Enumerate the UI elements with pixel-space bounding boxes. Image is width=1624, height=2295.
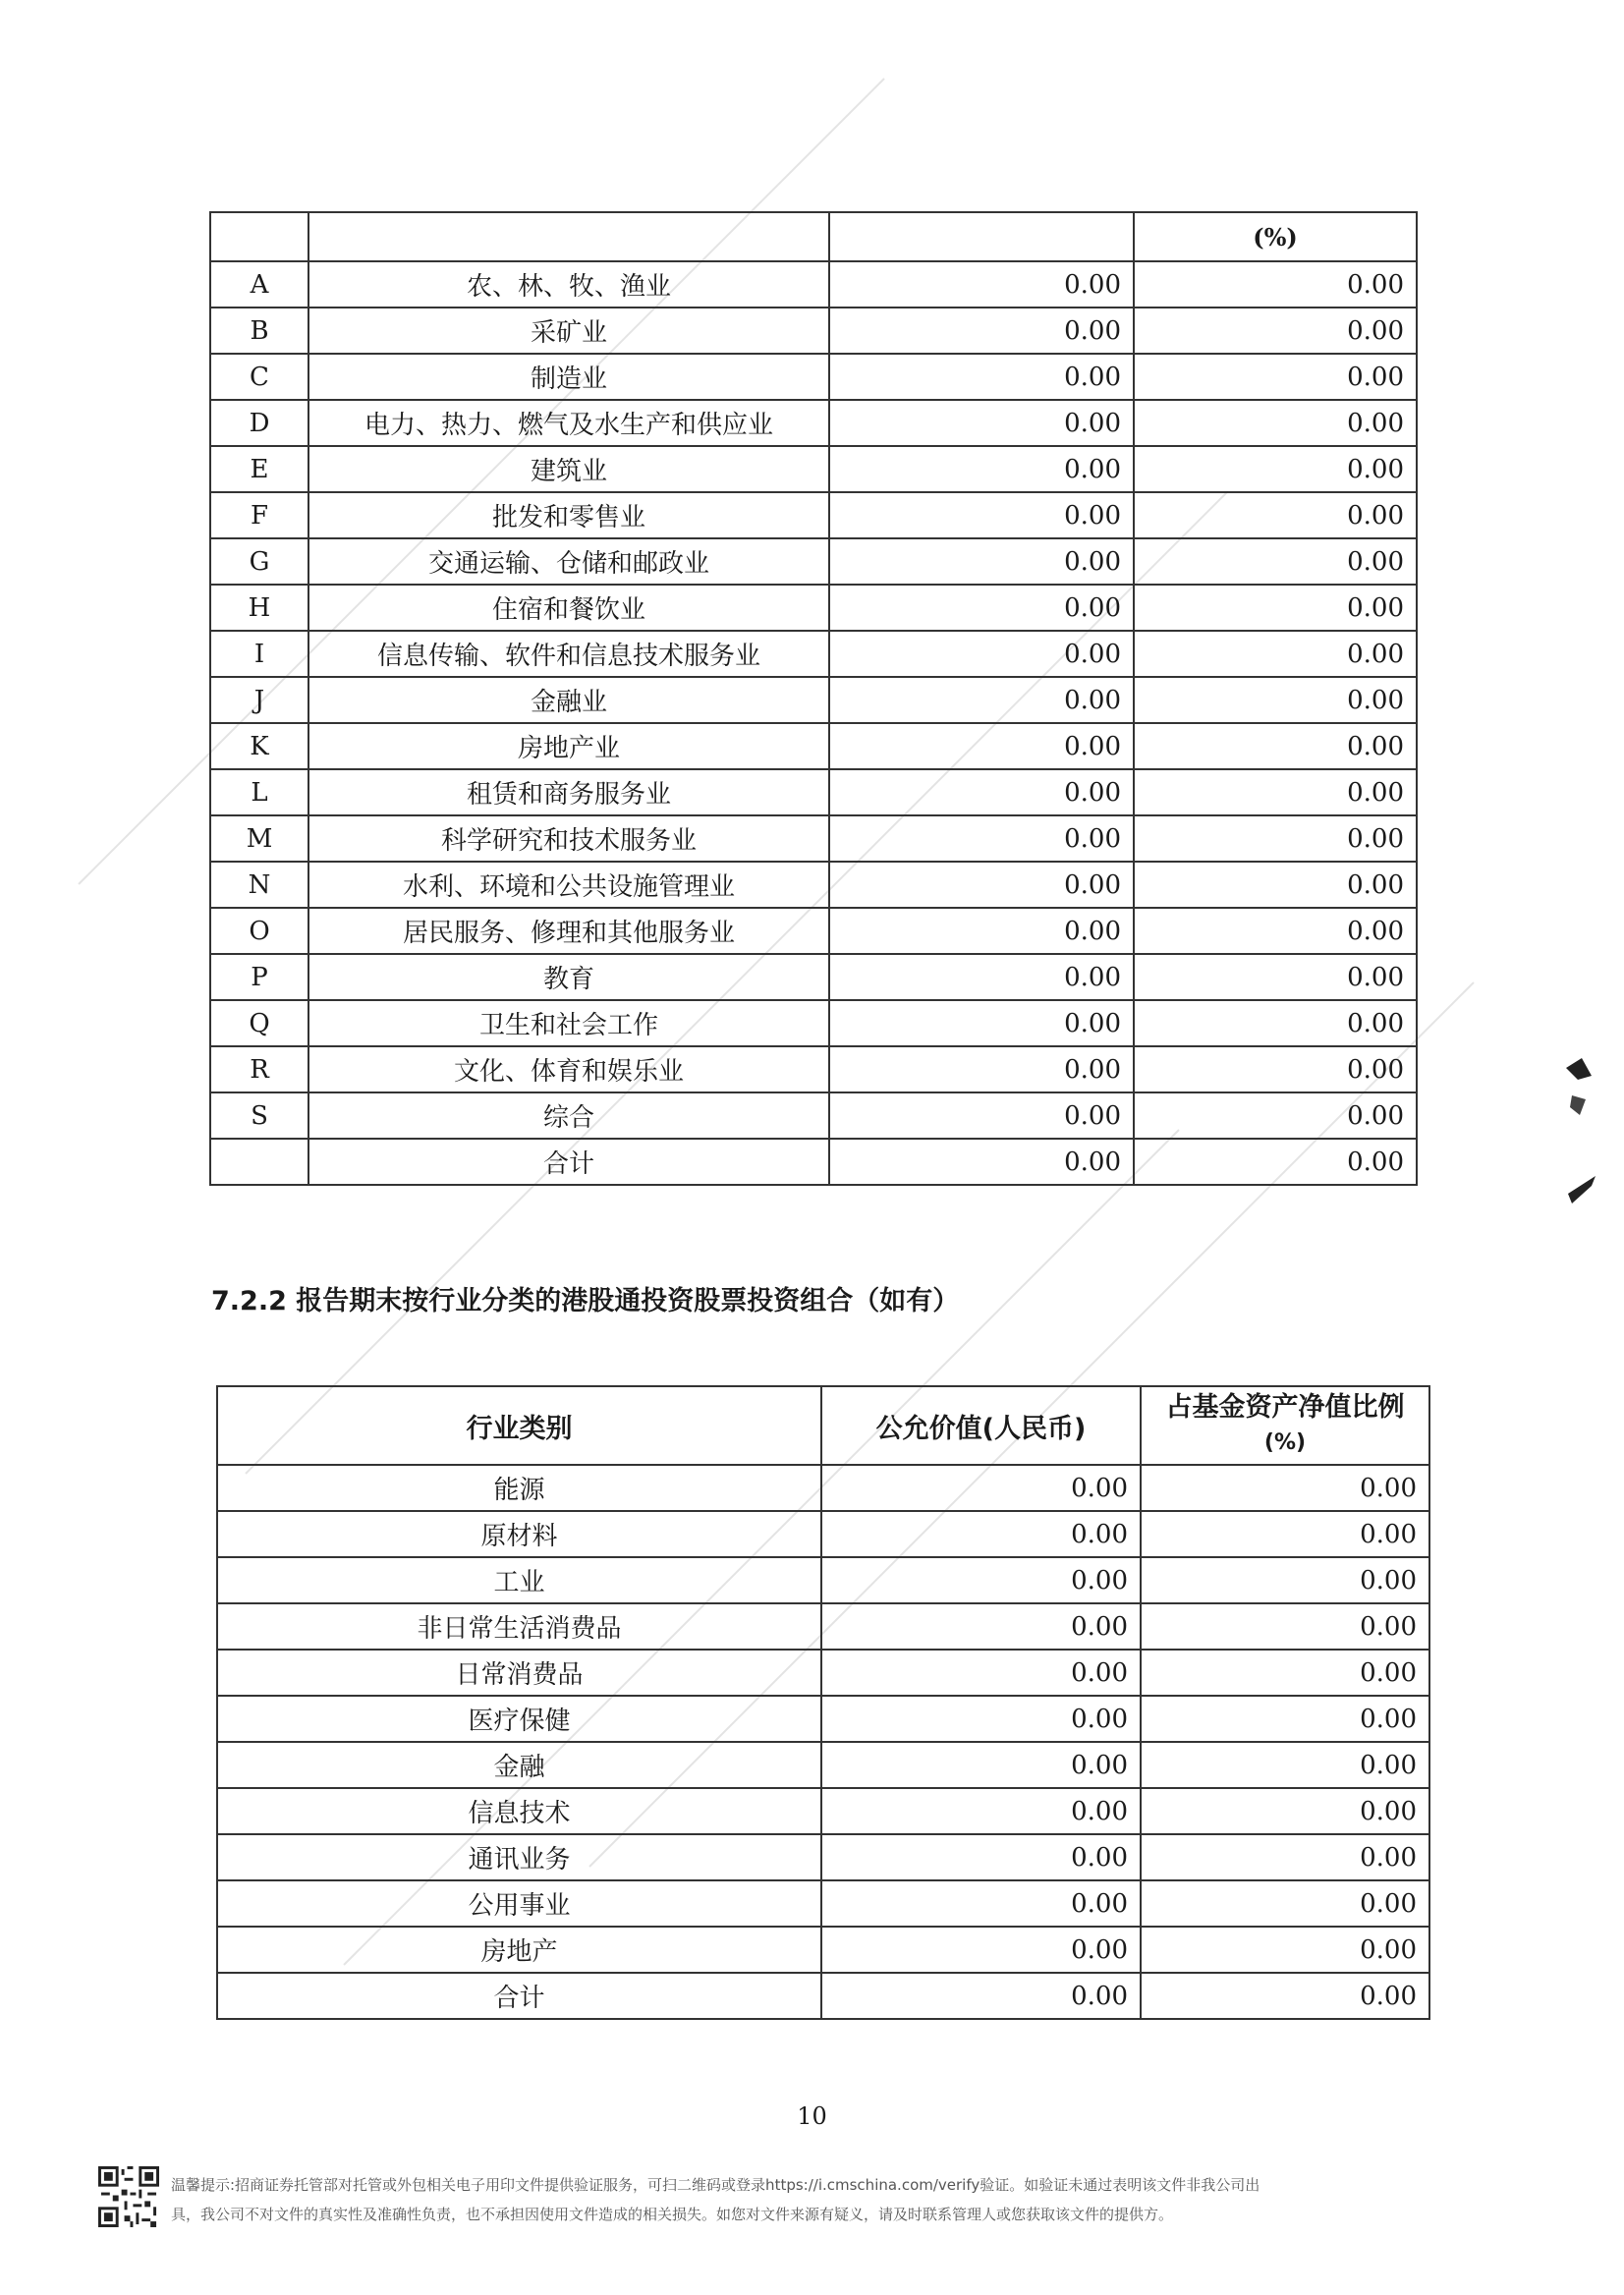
fair-value-cell: 0.00 <box>829 354 1134 400</box>
ratio-cell: 0.00 <box>1134 261 1417 308</box>
ratio-cell: 0.00 <box>1134 631 1417 677</box>
table-row <box>210 862 1417 908</box>
industry-name-cell: 批发和零售业 <box>308 492 829 538</box>
fair-value-cell: 0.00 <box>829 585 1134 631</box>
industry-name-cell: 农、林、牧、渔业 <box>308 261 829 308</box>
ratio-cell: 0.00 <box>1141 1511 1429 1557</box>
table-row <box>210 815 1417 862</box>
table-row <box>210 492 1417 538</box>
ratio-cell: 0.00 <box>1134 1092 1417 1139</box>
header-cell-code <box>210 212 308 261</box>
industry-name-cell: 文化、体育和娱乐业 <box>308 1046 829 1092</box>
industry-name-cell: 金融 <box>217 1742 821 1788</box>
industry-name-cell: 住宿和餐饮业 <box>308 585 829 631</box>
table-row <box>217 1557 1429 1603</box>
footer-line-1: 温馨提示:招商证券托管部对托管或外包相关电子用印文件提供验证服务，可扫二维码或登录https://i.cmschina.com/verify验证。如验证未通过表明该文件非我公司出 <box>171 2176 1260 2194</box>
industry-code-cell: C <box>210 354 308 400</box>
header-cell-fair-value <box>829 212 1134 261</box>
ratio-cell: 0.00 <box>1134 1046 1417 1092</box>
footer-text <box>171 2170 1487 2229</box>
table-row <box>217 1603 1429 1650</box>
industry-name-cell: 房地产 <box>217 1927 821 1973</box>
industry-name-cell: 公用事业 <box>217 1880 821 1927</box>
scan-artifact-marks <box>1562 1056 1601 1213</box>
total-label: 合计 <box>308 1139 829 1185</box>
industry-code-cell: S <box>210 1092 308 1139</box>
fair-value-cell: 0.00 <box>829 631 1134 677</box>
table-row <box>210 354 1417 400</box>
header-fair-value: 公允价值(人民币) <box>821 1386 1141 1465</box>
industry-name-cell: 日常消费品 <box>217 1650 821 1696</box>
table-row <box>210 400 1417 446</box>
fair-value-cell: 0.00 <box>829 723 1134 769</box>
industry-code-cell: A <box>210 261 308 308</box>
table-row <box>210 769 1417 815</box>
industry-name-cell: 综合 <box>308 1092 829 1139</box>
table-row <box>217 1788 1429 1834</box>
industry-code-cell: B <box>210 308 308 354</box>
header-nav-ratio <box>1141 1386 1429 1465</box>
fair-value-cell: 0.00 <box>829 308 1134 354</box>
industry-name-cell: 通讯业务 <box>217 1834 821 1880</box>
table-row <box>210 538 1417 585</box>
ratio-cell: 0.00 <box>1134 446 1417 492</box>
table-row <box>210 308 1417 354</box>
ratio-cell: 0.00 <box>1134 308 1417 354</box>
industry-name-cell: 居民服务、修理和其他服务业 <box>308 908 829 954</box>
industry-name-cell: 制造业 <box>308 354 829 400</box>
table-row <box>217 1696 1429 1742</box>
table-header-row <box>210 212 1417 261</box>
table-total-row <box>210 1139 1417 1185</box>
fair-value-cell: 0.00 <box>829 538 1134 585</box>
industry-name-cell: 科学研究和技术服务业 <box>308 815 829 862</box>
table-row <box>210 1000 1417 1046</box>
fair-value-cell: 0.00 <box>829 400 1134 446</box>
industry-name-cell: 租赁和商务服务业 <box>308 769 829 815</box>
total-ratio: 0.00 <box>1134 1139 1417 1185</box>
section-title: 7.2.2 报告期末按行业分类的港股通投资股票投资组合（如有） <box>211 1286 960 1316</box>
industry-name-cell: 信息传输、软件和信息技术服务业 <box>308 631 829 677</box>
table-header-row <box>217 1386 1429 1465</box>
ratio-cell: 0.00 <box>1134 723 1417 769</box>
table-row <box>217 1927 1429 1973</box>
qr-code-icon[interactable] <box>98 2166 159 2227</box>
fair-value-cell: 0.00 <box>821 1788 1141 1834</box>
ratio-cell: 0.00 <box>1141 1880 1429 1927</box>
ratio-cell: 0.00 <box>1141 1742 1429 1788</box>
industry-name-cell: 工业 <box>217 1557 821 1603</box>
table-row <box>210 446 1417 492</box>
industry-code-cell: J <box>210 677 308 723</box>
industry-name-cell: 电力、热力、燃气及水生产和供应业 <box>308 400 829 446</box>
total-value: 0.00 <box>829 1139 1134 1185</box>
ratio-cell: 0.00 <box>1141 1603 1429 1650</box>
header-cell-category <box>308 212 829 261</box>
table-row <box>210 677 1417 723</box>
ratio-cell: 0.00 <box>1134 769 1417 815</box>
industry-code-cell: M <box>210 815 308 862</box>
fair-value-cell: 0.00 <box>829 769 1134 815</box>
ratio-cell: 0.00 <box>1141 1465 1429 1511</box>
fair-value-cell: 0.00 <box>829 261 1134 308</box>
industry-code-cell: H <box>210 585 308 631</box>
fair-value-cell: 0.00 <box>821 1465 1141 1511</box>
fair-value-cell: 0.00 <box>829 954 1134 1000</box>
fair-value-cell: 0.00 <box>821 1696 1141 1742</box>
ratio-cell: 0.00 <box>1141 1927 1429 1973</box>
fair-value-cell: 0.00 <box>821 1834 1141 1880</box>
table-row <box>210 1092 1417 1139</box>
hk-connect-industry-table <box>216 1385 1430 2020</box>
ratio-cell: 0.00 <box>1134 954 1417 1000</box>
ratio-cell: 0.00 <box>1141 1973 1429 2019</box>
fair-value-cell: 0.00 <box>829 862 1134 908</box>
industry-name-cell: 建筑业 <box>308 446 829 492</box>
table-row <box>217 1511 1429 1557</box>
fair-value-cell: 0.00 <box>821 1880 1141 1927</box>
header-industry-category: 行业类别 <box>217 1386 821 1465</box>
fair-value-cell: 0.00 <box>829 908 1134 954</box>
industry-name-cell: 教育 <box>308 954 829 1000</box>
ratio-cell: 0.00 <box>1134 538 1417 585</box>
industry-code-cell: K <box>210 723 308 769</box>
table-row <box>217 1650 1429 1696</box>
fair-value-cell: 0.00 <box>829 446 1134 492</box>
fair-value-cell: 0.00 <box>821 1603 1141 1650</box>
header-nav-ratio-line1: 占基金资产净值比例 <box>1165 1392 1405 1423</box>
industry-name-cell: 金融业 <box>308 677 829 723</box>
ratio-cell: 0.00 <box>1134 677 1417 723</box>
industry-name-cell: 原材料 <box>217 1511 821 1557</box>
fair-value-cell: 0.00 <box>829 815 1134 862</box>
industry-name-cell: 交通运输、仓储和邮政业 <box>308 538 829 585</box>
header-cell-ratio: (%) <box>1134 212 1417 261</box>
table-row <box>217 1742 1429 1788</box>
fair-value-cell: 0.00 <box>821 1973 1141 2019</box>
industry-code-cell: P <box>210 954 308 1000</box>
table-row <box>217 1834 1429 1880</box>
industry-code-cell: F <box>210 492 308 538</box>
ratio-cell: 0.00 <box>1134 354 1417 400</box>
fair-value-cell: 0.00 <box>821 1927 1141 1973</box>
table-row <box>217 1465 1429 1511</box>
table-row <box>210 723 1417 769</box>
industry-code-cell: E <box>210 446 308 492</box>
industry-name-cell: 信息技术 <box>217 1788 821 1834</box>
industry-code-cell: Q <box>210 1000 308 1046</box>
industry-name-cell: 合计 <box>217 1973 821 2019</box>
industry-code-cell: L <box>210 769 308 815</box>
industry-name-cell: 能源 <box>217 1465 821 1511</box>
industry-code-cell: R <box>210 1046 308 1092</box>
fair-value-cell: 0.00 <box>829 1046 1134 1092</box>
fair-value-cell: 0.00 <box>821 1650 1141 1696</box>
header-nav-ratio-line2: (%) <box>1263 1430 1307 1455</box>
footer-line-2: 具，我公司不对文件的真实性及准确性负责，也不承担因使用文件造成的相关损失。如您对文件来源有疑义，请及时联系管理人或您获取该文件的提供方。 <box>171 2206 1174 2223</box>
industry-code-cell: I <box>210 631 308 677</box>
table-row <box>217 1973 1429 2019</box>
table-row <box>210 585 1417 631</box>
table-row <box>217 1880 1429 1927</box>
ratio-cell: 0.00 <box>1134 908 1417 954</box>
table-row <box>210 261 1417 308</box>
industry-name-cell: 水利、环境和公共设施管理业 <box>308 862 829 908</box>
ratio-cell: 0.00 <box>1134 862 1417 908</box>
industry-name-cell: 采矿业 <box>308 308 829 354</box>
fair-value-cell: 0.00 <box>821 1557 1141 1603</box>
table-row <box>210 908 1417 954</box>
ratio-cell: 0.00 <box>1141 1788 1429 1834</box>
industry-allocation-table <box>209 211 1418 1186</box>
table-row <box>210 631 1417 677</box>
page-number: 10 <box>797 2102 827 2130</box>
ratio-cell: 0.00 <box>1141 1834 1429 1880</box>
industry-code-cell: G <box>210 538 308 585</box>
table-row <box>210 1046 1417 1092</box>
table-row <box>210 954 1417 1000</box>
industry-name-cell: 卫生和社会工作 <box>308 1000 829 1046</box>
fair-value-cell: 0.00 <box>829 492 1134 538</box>
fair-value-cell: 0.00 <box>821 1742 1141 1788</box>
ratio-cell: 0.00 <box>1134 1000 1417 1046</box>
ratio-cell: 0.00 <box>1134 815 1417 862</box>
industry-code-cell: N <box>210 862 308 908</box>
fair-value-cell: 0.00 <box>829 1092 1134 1139</box>
fair-value-cell: 0.00 <box>829 1000 1134 1046</box>
ratio-cell: 0.00 <box>1141 1650 1429 1696</box>
ratio-cell: 0.00 <box>1141 1696 1429 1742</box>
industry-code-cell: O <box>210 908 308 954</box>
ratio-cell: 0.00 <box>1134 492 1417 538</box>
fair-value-cell: 0.00 <box>829 677 1134 723</box>
total-code-cell <box>210 1139 308 1185</box>
ratio-cell: 0.00 <box>1134 400 1417 446</box>
industry-name-cell: 房地产业 <box>308 723 829 769</box>
ratio-cell: 0.00 <box>1141 1557 1429 1603</box>
industry-code-cell: D <box>210 400 308 446</box>
ratio-cell: 0.00 <box>1134 585 1417 631</box>
industry-name-cell: 医疗保健 <box>217 1696 821 1742</box>
fair-value-cell: 0.00 <box>821 1511 1141 1557</box>
industry-name-cell: 非日常生活消费品 <box>217 1603 821 1650</box>
